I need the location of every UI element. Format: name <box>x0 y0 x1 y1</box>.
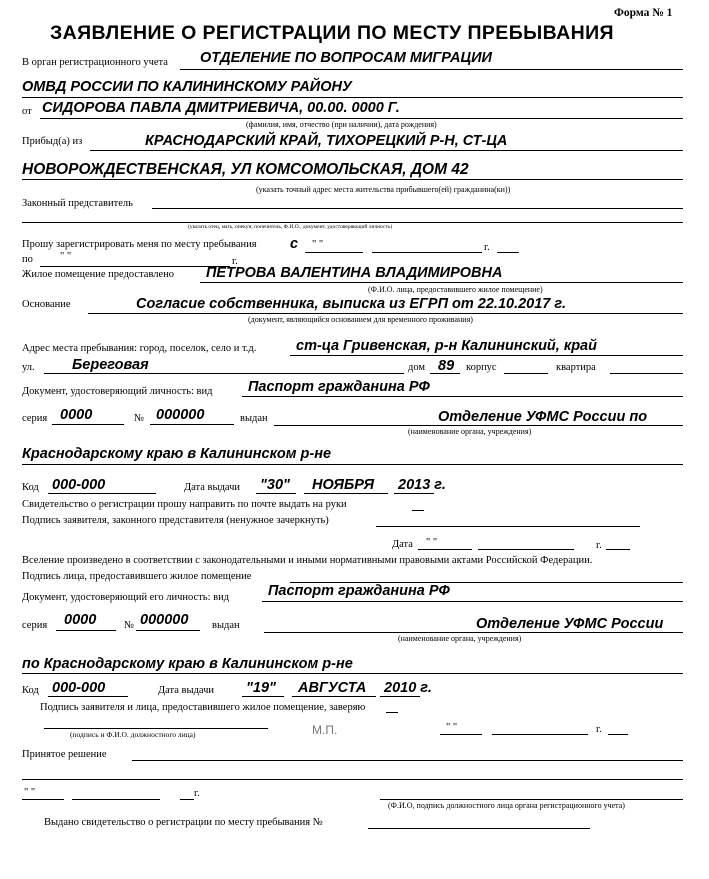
certificate-mark-line <box>412 510 424 511</box>
housing-value: ПЕТРОВА ВАЛЕНТИНА ВЛАДИМИРОВНА <box>206 265 503 281</box>
from-label: от <box>22 106 32 117</box>
request-month-line <box>372 252 482 253</box>
id-doc-line <box>242 396 683 397</box>
issue-year-line <box>394 493 434 494</box>
decision-month-line <box>72 799 160 800</box>
issue-date-label: Дата выдачи <box>184 482 241 493</box>
decision-year: г. <box>194 788 200 799</box>
provider-series-label: серия <box>22 620 48 631</box>
to-authority-line-1 <box>180 69 683 70</box>
provider-code-label: Код <box>22 685 39 696</box>
number-line <box>150 424 234 425</box>
decision-quote: " " <box>24 787 36 798</box>
provider-sign-label: Подпись лица, предоставившего жилое помещение <box>22 571 252 582</box>
to-authority-value-1: ОТДЕЛЕНИЕ ПО ВОПРОСАМ МИГРАЦИИ <box>200 50 492 66</box>
date-month-line <box>478 549 574 550</box>
arrived-line-1 <box>90 150 683 151</box>
request-quote: " " <box>312 239 324 250</box>
arrived-value-2: НОВОРОЖДЕСТВЕНСКАЯ, УЛ КОМСОМОЛЬСКАЯ, ДОМ 42 <box>22 161 469 178</box>
provider-issued-hint: (наименование органа, учреждения) <box>398 634 522 643</box>
provider-doc-label: Документ, удостоверяющий его личность: вид <box>22 592 230 603</box>
certificate-text: Свидетельство о регистрации прошу направить по почте выдать на руки <box>22 499 347 510</box>
applicant-sign-line <box>376 526 640 527</box>
provider-issue-day: "19" <box>246 680 276 696</box>
decision-label: Принятое решение <box>22 749 107 760</box>
basis-label: Основание <box>22 299 71 310</box>
date-label: Дата <box>392 539 413 550</box>
basis-line <box>88 313 683 314</box>
provider-number-label: № <box>124 620 135 631</box>
series-line <box>52 424 124 425</box>
request-to: по <box>22 254 33 265</box>
issued-value-2: Краснодарскому краю в Калининском р-не <box>22 446 332 462</box>
issue-month: НОЯБРЯ <box>312 477 375 493</box>
provider-issued-line-1 <box>264 632 683 633</box>
provider-issue-day-line <box>242 696 284 697</box>
series-value: 0000 <box>60 407 93 423</box>
sig-day-line <box>440 734 482 735</box>
decision-official-line <box>380 799 683 800</box>
legal-rep-label: Законный представитель <box>22 198 133 209</box>
date-day-line <box>418 549 472 550</box>
decision-day-line <box>22 799 64 800</box>
decision-hint: (Ф.И.О, подпись должностного лица органа регистрационного учета) <box>388 801 625 810</box>
stay-address-value: ст-ца Гривенская, р-н Калининский, край <box>296 338 597 354</box>
to-authority-line-2 <box>22 97 683 98</box>
sig-year: г. <box>596 724 602 735</box>
provider-number-value: 000000 <box>140 612 189 628</box>
arrived-line-2 <box>22 179 683 180</box>
issued-line-1 <box>274 425 683 426</box>
provider-issued-label: выдан <box>212 620 240 631</box>
to-authority-label: В орган регистрационного учета <box>22 57 168 68</box>
provider-issued-value-2: по Краснодарскому краю в Калининском р-не <box>22 656 353 672</box>
house-label: дом <box>408 362 426 373</box>
decision-line-2 <box>22 779 683 780</box>
decision-year-line <box>180 799 194 800</box>
provider-issue-year: 2010 г. <box>384 680 432 696</box>
housing-hint: (Ф.И.О. лица, предоставившего жилое помещение) <box>368 285 543 294</box>
issue-day: "30" <box>260 477 290 493</box>
provider-issue-month-line <box>292 696 376 697</box>
from-hint: (фамилия, имя, отчество (при наличии), дата рождения) <box>246 120 437 129</box>
basis-hint: (документ, являющийся основанием для временного проживания) <box>248 315 473 324</box>
certificate-number-line <box>368 828 590 829</box>
mp-label: М.П. <box>312 723 338 737</box>
issue-month-line <box>304 493 388 494</box>
legal-rep-line-2 <box>22 222 683 223</box>
date-year: г. <box>596 540 602 551</box>
id-doc-value: Паспорт гражданина РФ <box>248 379 430 395</box>
arrived-label: Прибыд(а) из <box>22 136 83 147</box>
house-value: 89 <box>438 358 455 374</box>
issue-day-line <box>256 493 296 494</box>
request-year-line <box>497 252 519 253</box>
official-sign-line <box>44 728 268 729</box>
stay-address-line <box>290 355 683 356</box>
series-label: серия <box>22 413 48 424</box>
issued-label: выдан <box>240 413 268 424</box>
arrived-hint: (указать точный адрес места жительства прибывшего(ей) гражданина(ки)) <box>256 185 511 194</box>
signatures-mark-line <box>386 712 398 713</box>
issued-line-2 <box>22 464 683 465</box>
provider-series-value: 0000 <box>64 612 97 628</box>
request-from: с <box>290 236 299 252</box>
provider-issued-line-2 <box>22 673 683 674</box>
sig-month-line <box>492 734 588 735</box>
provider-issue-year-line <box>380 696 420 697</box>
from-value: СИДОРОВА ПАВЛА ДМИТРИЕВИЧА, 00.00. 0000 Г. <box>42 100 400 116</box>
request-to-quote: " " <box>60 251 72 262</box>
applicant-sign-label: Подпись заявителя, законного представителя (ненужное зачеркнуть) <box>22 515 329 526</box>
provider-code-value: 000-000 <box>52 680 106 696</box>
housing-line <box>200 282 683 283</box>
number-value: 000000 <box>156 407 205 423</box>
request-label: Прошу зарегистрировать меня по месту пребывания <box>22 239 257 250</box>
form-title: ЗАЯВЛЕНИЕ О РЕГИСТРАЦИИ ПО МЕСТУ ПРЕБЫВАНИЯ <box>50 22 614 44</box>
code-line <box>48 493 156 494</box>
provider-doc-value: Паспорт гражданина РФ <box>268 583 450 599</box>
legal-rep-line-1 <box>152 208 683 209</box>
stay-address-label: Адрес места пребывания: город, поселок, село и т.д. <box>22 343 257 354</box>
building-line <box>504 373 548 374</box>
request-year: г. <box>484 242 490 253</box>
form-number: Форма № 1 <box>614 7 673 19</box>
apartment-label: квартира <box>556 362 596 373</box>
settlement-text: Вселение произведено в соответствии с законодательными и иными нормативными правовыми актами Российской Федерации. <box>22 555 593 566</box>
house-line <box>430 373 460 374</box>
street-line <box>44 373 404 374</box>
sig-quote: " " <box>446 722 458 733</box>
legal-rep-hint: (указать отец, мать, опекун, попечитель, Ф.И.О., документ, удостоверяющий личность) <box>188 224 393 230</box>
basis-value: Согласие собственника, выписка из ЕГРП от 22.10.2017 г. <box>136 296 566 312</box>
certificate-issued-label: Выдано свидетельство о регистрации по месту пребывания № <box>44 817 323 828</box>
provider-series-line <box>56 630 116 631</box>
from-line <box>40 118 683 119</box>
arrived-value-1: КРАСНОДАРСКИЙ КРАЙ, ТИХОРЕЦКИЙ Р-Н, СТ-ЦА <box>145 133 508 149</box>
provider-issued-value-1: Отделение УФМС России <box>476 616 664 632</box>
to-authority-value-2: ОМВД РОССИИ ПО КАЛИНИНСКОМУ РАЙОНУ <box>22 79 352 95</box>
code-value: 000-000 <box>52 477 106 493</box>
provider-number-line <box>136 630 200 631</box>
request-to-year: г. <box>232 256 238 267</box>
building-label: корпус <box>466 362 497 373</box>
sig-year-line <box>608 734 628 735</box>
request-date-line <box>305 252 363 253</box>
provider-issue-date-label: Дата выдачи <box>158 685 215 696</box>
date-quote: " " <box>426 537 438 548</box>
signatures-label: Подпись заявителя и лица, предоставившего жилое помещение, заверяю <box>40 702 366 713</box>
request-to-line <box>40 266 230 267</box>
date-year-line <box>606 549 630 550</box>
id-doc-label: Документ, удостоверяющий личность: вид <box>22 386 213 397</box>
provider-doc-line <box>262 601 683 602</box>
street-label: ул. <box>22 362 35 373</box>
number-label: № <box>134 413 145 424</box>
official-hint: (подпись и Ф.И.О. должностного лица) <box>70 730 196 739</box>
code-label: Код <box>22 482 39 493</box>
issued-value-1: Отделение УФМС России по <box>438 409 648 425</box>
housing-label: Жилое помещение предоставлено <box>22 269 175 280</box>
provider-code-line <box>48 696 128 697</box>
decision-line-1 <box>132 760 683 761</box>
apartment-line <box>610 373 683 374</box>
provider-issue-month: АВГУСТА <box>298 680 367 696</box>
issued-hint: (наименование органа, учреждения) <box>408 427 532 436</box>
issue-year: 2013 г. <box>398 477 446 493</box>
street-value: Береговая <box>72 357 149 373</box>
